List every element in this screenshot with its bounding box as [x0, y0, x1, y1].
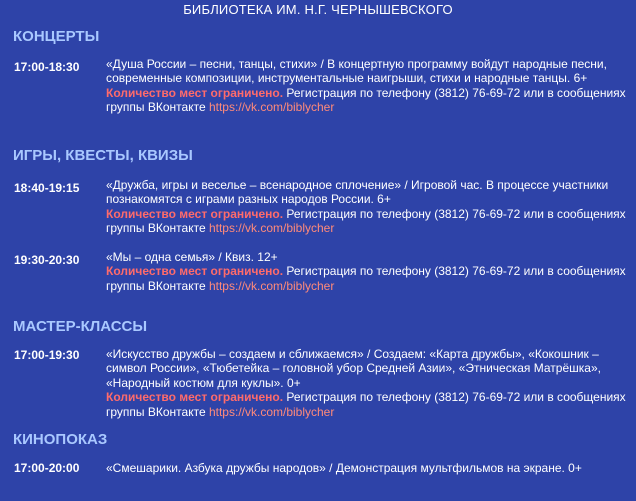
event-text: «Дружба, игры и веселье – всенародное сплочение» / Игровой час. В процессе участники познакомятся с играми разных народов России. 6+	[106, 178, 609, 207]
vk-group-link[interactable]: https://vk.com/biblycher	[208, 100, 335, 115]
section-title-cinema: КИНОПОКАЗ	[13, 431, 108, 448]
event-time: 18:40-19:15	[14, 181, 80, 195]
event-description	[106, 250, 631, 293]
event-text: «Мы – одна семья» / Квиз. 12+	[106, 250, 278, 264]
limited-seats-warning: Количество мест ограничено.	[106, 264, 284, 279]
registration-info: Регистрация по телефону (3812) 76-69-72 или в сообщениях группы ВКонтакте	[106, 206, 626, 236]
event-description	[106, 178, 631, 236]
event-text: «Душа России – песни, танцы, стихи» / В концертную программу войдут народные песни, современные композиции, инструментальные наигрыши, стихи и народные танцы. 6+	[106, 57, 607, 86]
event-time: 19:30-20:30	[14, 253, 80, 267]
registration-info: Регистрация по телефону (3812) 76-69-72 или в сообщениях группы ВКонтакте	[106, 264, 626, 293]
section-title-master-classes: МАСТЕР-КЛАССЫ	[13, 318, 148, 335]
section-title-concerts: КОНЦЕРТЫ	[13, 28, 100, 45]
event-text: «Искусство дружбы – создаем и сближаемся» / Создаем: «Карта дружбы», «Кокошник – символ России», «Тюбетейка – головной убор Средней Азии», «Этническая Матрёшка», «Народный костюм для куклы». 0+	[106, 347, 601, 390]
vk-group-link[interactable]: https://vk.com/biblycher	[208, 278, 335, 293]
event-description	[106, 57, 631, 115]
vk-group-link[interactable]: https://vk.com/biblycher	[208, 221, 335, 236]
event-description	[106, 347, 631, 419]
section-title-games: ИГРЫ, КВЕСТЫ, КВИЗЫ	[13, 147, 193, 164]
limited-seats-warning: Количество мест ограничено.	[106, 390, 284, 405]
limited-seats-warning: Количество мест ограничено.	[106, 206, 284, 221]
library-title: БИБЛИОТЕКА ИМ. Н.Г. ЧЕРНЫШЕВСКОГО	[183, 2, 453, 17]
registration-info: Регистрация по телефону (3812) 76-69-72 или в сообщениях группы ВКонтакте	[106, 85, 626, 115]
event-text: «Смешарики. Азбука дружбы народов» / Демонстрация мультфильмов на экране. 0+	[106, 461, 582, 475]
limited-seats-warning: Количество мест ограничено.	[106, 85, 284, 100]
event-time: 17:00-20:00	[14, 461, 80, 475]
event-time: 17:00-19:30	[14, 348, 80, 362]
event-time: 17:00-18:30	[14, 60, 80, 74]
event-description	[106, 461, 631, 475]
registration-info: Регистрация по телефону (3812) 76-69-72 или в сообщениях группы ВКонтакте	[106, 390, 626, 419]
vk-group-link[interactable]: https://vk.com/biblycher	[208, 404, 335, 419]
